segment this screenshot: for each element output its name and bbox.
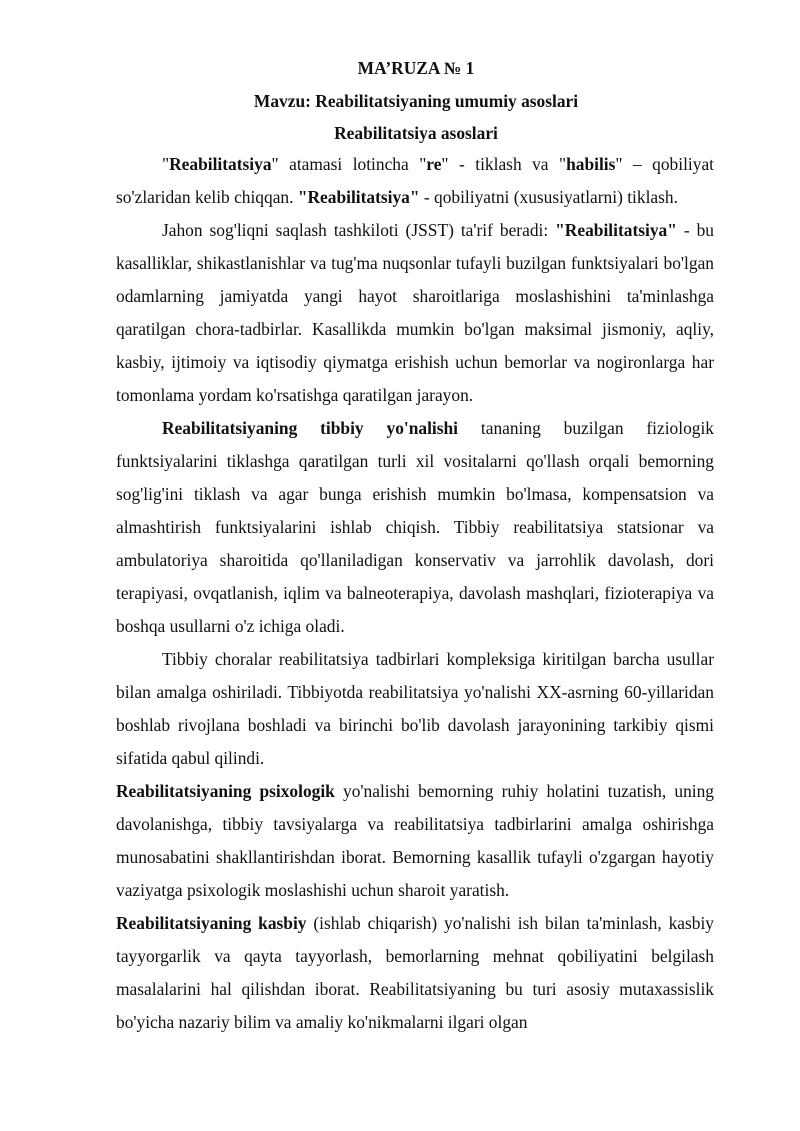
paragraph-etymology — [116, 148, 714, 214]
lecture-title: MA’RUZA № 1 — [357, 58, 475, 78]
term-habilis: habilis — [566, 154, 616, 174]
term-reabilitatsiya: Reabilitatsiya — [169, 154, 272, 174]
text-run: " – qobiliyat so'zlaridan kelib chiqqan. — [116, 154, 714, 207]
term-reabilitatsiya-quoted: "Reabilitatsiya" — [555, 220, 677, 240]
text-run: - qobiliyatni (xususiyatlarni) tiklash. — [419, 187, 678, 207]
text-run: " atamasi lotincha " — [271, 154, 427, 174]
text-run: " — [162, 154, 170, 174]
text-run: tananing buzilgan fiziologik funktsiyalarini tiklashga qaratilgan turli xil vositalarni qo'llash orqali bemorning sog'lig'ini tiklash va agar bunga erishish mumkin bo'lmasa, kompensatsion va almashtirish funktsiyalarini ishlab chiqish. Tibbiy reabilitatsiya statsionar va ambulatoriya sharoitida qo'llaniladigan konservativ va jarrohlik davolash, dori terapiyasi, ovqatlanish, iqlim va balneoterapiya, davolash mashqlari, fizioterapiya va boshqa usullarni o'z ichiga oladi. — [116, 418, 714, 636]
term-professional-direction: Reabilitatsiyaning kasbiy — [116, 913, 307, 933]
paragraph-professional-direction — [116, 907, 714, 1039]
text-run: (ishlab chiqarish) yo'nalishi ish bilan ta'minlash, kasbiy tayyorgarlik va qayta tayyorlash, bemorlarning mehnat qobiliyatini belgilash masalalarini hal qilishdan iborat. Reabilitatsiyaning bu turi asosiy mutaxassislik bo'yicha nazariy bilim va amaliy ko'nikmalarni ilgari olgan — [116, 913, 714, 1032]
text-run: Jahon sog'liqni saqlash tashkiloti (JSST) ta'rif beradi: — [162, 220, 556, 240]
paragraph-medical-direction — [116, 412, 714, 643]
text-run: " - tiklash va " — [441, 154, 567, 174]
text-run: yo'nalishi bemorning ruhiy holatini tuzatish, uning davolanishga, tibbiy tavsiyalarga va reabilitatsiya tadbirlarini amalga oshirishga munosabatini shakllantirishdan iborat. Bemorning kasallik tufayli o'zgargan hayotiy vaziyatga psixologik moslashishi uchun sharoit yaratish. — [116, 781, 714, 900]
topic-title: Mavzu: Reabilitatsiyaning umumiy asoslari — [253, 91, 579, 111]
term-medical-direction: Reabilitatsiyaning tibbiy yo'nalishi — [162, 418, 459, 438]
section-title: Reabilitatsiya asoslari — [334, 123, 498, 143]
text-run: - bu kasalliklar, shikastlanishlar va tug'ma nuqsonlar tufayli buzilgan funktsiyalari bo'lgan odamlarning jamiyatda yangi hayot sharoitlariga moslashishini ta'minlashga qaratilgan chora-tadbirlar. Kasallikda mumkin bo'lgan maksimal jismoniy, aqliy, kasbiy, ijtimoiy va iqtisodiy qiymatga erishish uchun bemorlar va nogironlarga har tomonlama yordam ko'rsatishga qaratilgan jarayon. — [116, 220, 714, 405]
paragraph-psychological-direction — [116, 775, 714, 907]
term-re: re — [426, 154, 442, 174]
body-text — [116, 148, 714, 1039]
paragraph-who-definition — [116, 214, 714, 412]
text-run: Tibbiy choralar reabilitatsiya tadbirlari kompleksiga kiritilgan barcha usullar bilan amalga oshiriladi. Tibbiyotda reabilitatsiya yo'nalishi XX-asrning 60-yillaridan boshlab rivojlana boshladi va birinchi bo'lib davolash jarayonining tarkibiy qismi sifatida qabul qilindi. — [116, 649, 714, 768]
paragraph-medical-measures — [116, 643, 714, 775]
term-psychological-direction: Reabilitatsiyaning psixologik — [116, 781, 335, 801]
term-reabilitatsiya-quoted: "Reabilitatsiya" — [297, 187, 420, 207]
